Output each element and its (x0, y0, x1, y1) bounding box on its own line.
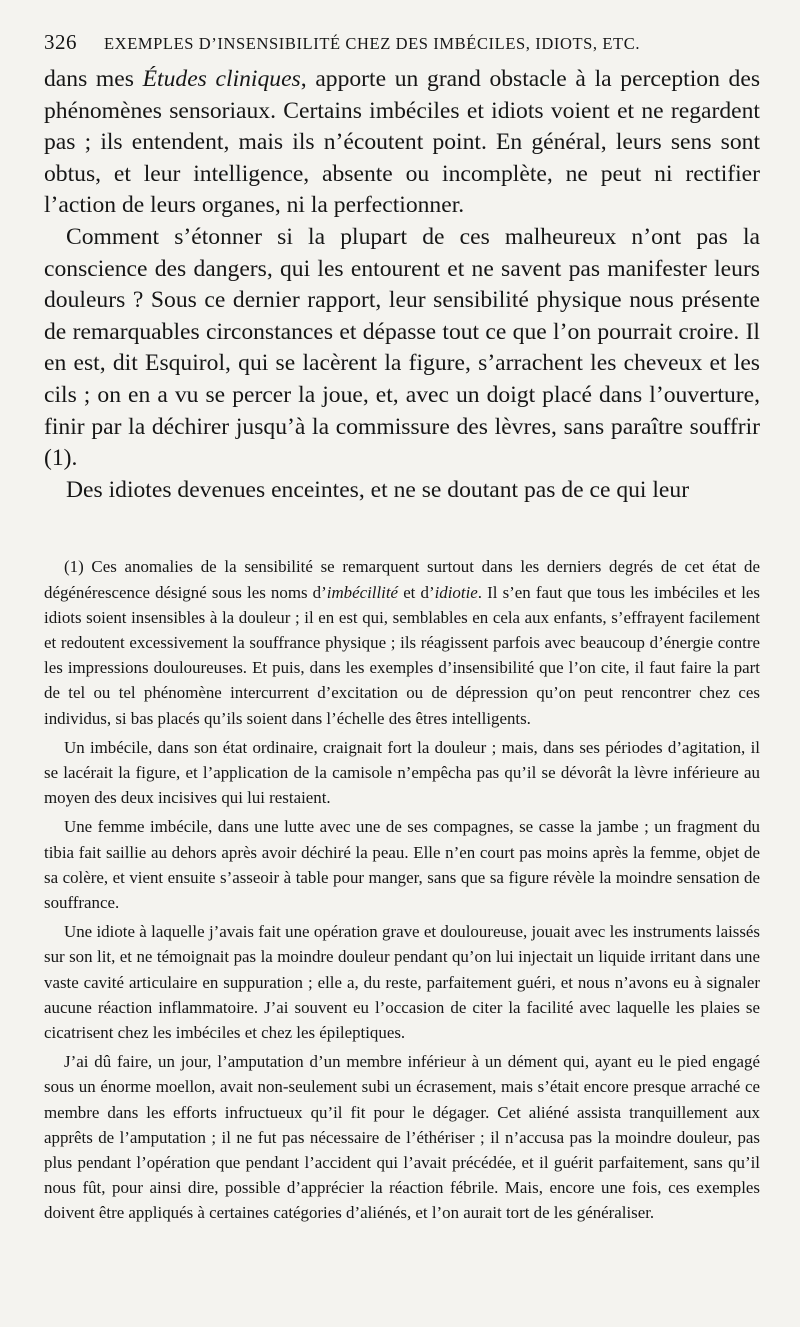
footnote-paragraph-imbecile: Un imbécile, dans son état ordinaire, craignait fort la douleur ; mais, dans ses périodes d’agitation, il se lacérait la figure, et l’application de la camisole n’empêcha pas qu’il se dévorât la lèvre inférieure au moyen des deux incisives qui lui restaient. (44, 737, 760, 808)
footnote-paragraph-idiote: Une idiote à laquelle j’avais fait une opération grave et douloureuse, jouait avec les instruments laissés sur son lit, et ne témoignait pas la moindre douleur pendant qu’on lui injectait un liquide irritant dans une vaste cavité articulaire en suppuration ; elle a, du reste, parfaitement guéri, et nous n’avons eu à signaler aucune réaction inflammatoire. J’ai souvent eu l’occasion de citer la facilité avec laquelle les plaies se cicatrisent chez les imbéciles et chez les épileptiques. (44, 922, 760, 1042)
footnotes (44, 554, 760, 1225)
running-header (44, 30, 760, 60)
book-title-italic: Études cliniques (142, 66, 301, 92)
paragraph-idiotes: Des idiotes devenues enceintes, et ne se doutant pas de ce qui leur (66, 476, 690, 503)
footnote-paragraph-amputation: J’ai dû faire, un jour, l’amputation d’un membre inférieur à un dément qui, ayant eu le pied engagé sous un énorme moellon, avait non-seulement subi un écrasement, mais s’était encore presque arraché ce membre dans les efforts infructueux qu’il fit pour le dégager. Cet aliéné assista tranquillement aux apprêts de l’amputation ; il ne fut pas nécessaire de l’éthériser ; il n’accusa pas la moindre douleur, pas plus pendant l’opération que pendant l’accident qui l’avait précédée, et il guérit parfaitement, sans qu’il nous fût, pour ainsi dire, possible d’apprécier la réaction fébrile. Mais, encore une fois, ces exemples doivent être appliqués à certaines catégories d’aliénés, et l’on aurait tort de les généraliser. (44, 1052, 760, 1223)
footnote-paragraph-femme: Une femme imbécile, dans une lutte avec une de ses compagnes, se casse la jambe ; un fragment du tibia fait saillie au dehors après avoir déchiré la peau. Elle n’en court pas moins après la femme, objet de sa colère, et vient ensuite s’asseoir à table pour manger, sans que sa figure révèle la moindre sensation de souffrance. (44, 817, 760, 912)
main-text (44, 64, 760, 506)
running-title: EXEMPLES D’INSENSIBILITÉ CHEZ DES IMBÉCILES, IDIOTS, ETC. (104, 34, 641, 53)
footnote-1: (1) Ces anomalies de la sensibilité se remarquent surtout dans les derniers degrés de cet état de dégénérescence désigné sous les noms d’imbécillité et d’idiotie. Il s’en faut que tous les imbéciles et les idiots soient insensibles à la douleur ; il en est qui, semblables en cela aux enfants, s’effrayent facilement et redoutent excessivement la souffrance physique ; ils réagissent parfois avec beaucoup d’énergie contre les impressions douloureuses. Et puis, dans les exemples d’insensibilité que l’on cite, il faut faire la part de tel ou tel phénomène intercurrent d’excitation ou de dépression qu’on peut rencontrer chez ces individus, si bas placés qu’ils soient dans l’échelle des êtres intelligents. (44, 557, 760, 728)
page-number: 326 (44, 30, 77, 54)
paragraph-continuation: dans mes Études cliniques, apporte un grand obstacle à la perception des phénomènes sensoriaux. Certains imbéciles et idiots voient et ne regardent pas ; ils entendent, mais ils n’écoutent point. En général, leurs sens sont obtus, et leur intelligence, absente ou incomplète, ne peut ni rectifier l’action de leurs organes, ni la perfectionner. (44, 66, 761, 219)
paragraph-sensibility: Comment s’étonner si la plupart de ces malheureux n’ont pas la conscience des dangers, qui les entourent et ne savent pas manifester leurs douleurs ? Sous ce dernier rapport, leur sensibilité physique nous présente de remarquables circonstances et dépasse tout ce que l’on pourrait croire. Il en est, dit Esquirol, qui se lacèrent la figure, s’arrachent les cheveux et les cils ; on en a vu se percer la joue, et, avec un doigt placé dans l’ouverture, finir par la déchirer jusqu’à la commissure des lèvres, sans paraître souffrir (1). (44, 223, 760, 472)
